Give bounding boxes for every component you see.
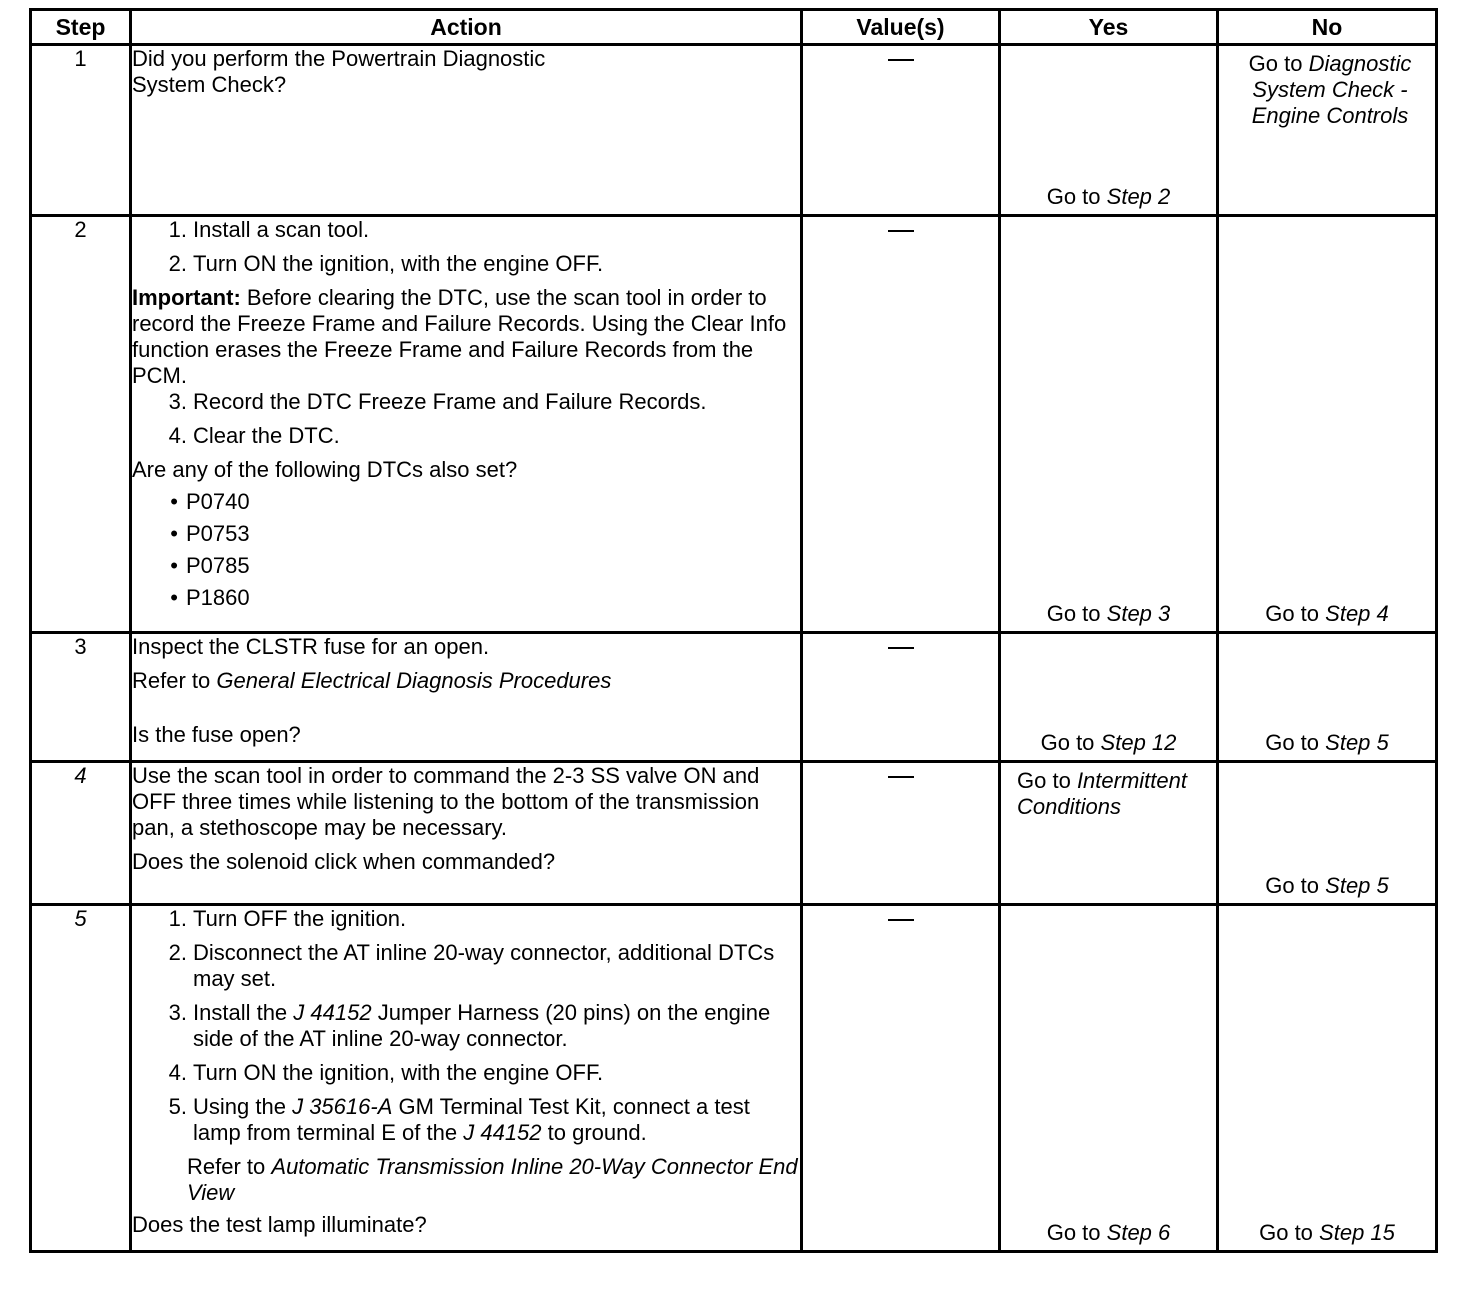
yes-cell (1000, 905, 1218, 1252)
dtc-item: • P0785 (170, 553, 250, 578)
list-item: 2. Turn ON the ignition, with the engine OFF. (168, 251, 604, 276)
no-cell (1218, 905, 1437, 1252)
action-question: Are any of the following DTCs also set? (132, 457, 518, 482)
step-number: 1 (31, 45, 131, 216)
dtc-item: • P0740 (170, 489, 250, 514)
list-item: 4. Turn ON the ignition, with the engine OFF. (168, 1060, 604, 1085)
value-dash (888, 776, 914, 778)
table-row (31, 633, 1437, 762)
value-cell (802, 633, 1000, 762)
no-goto[interactable]: Go to Step 4 (1265, 601, 1389, 626)
no-goto[interactable]: Go to Step 5 (1265, 730, 1389, 755)
value-dash (888, 59, 914, 61)
header-yes: Yes (1000, 10, 1218, 45)
header-values: Value(s) (802, 10, 1000, 45)
value-cell (802, 762, 1000, 905)
diagnostic-table (29, 8, 1438, 1253)
step-number: 3 (31, 633, 131, 762)
refer-link[interactable]: General Electrical Diagnosis Procedures (216, 668, 612, 693)
yes-cell (1000, 216, 1218, 633)
important-note: Important: Before clearing the DTC, use the scan tool in order to record the Freeze Frame and Failure Records. Using the Clear Info function erases the Freeze Frame and Failure Records from the PCM. (132, 285, 787, 388)
no-cell (1218, 762, 1437, 905)
action-question: Does the solenoid click when commanded? (132, 849, 556, 874)
table-row (31, 45, 1437, 216)
table-row (31, 905, 1437, 1252)
no-cell (1218, 216, 1437, 633)
value-cell (802, 216, 1000, 633)
action-cell (131, 45, 802, 216)
action-question: Does the test lamp illuminate? (132, 1212, 427, 1237)
dtc-item: • P1860 (170, 585, 250, 610)
yes-goto[interactable]: Go to Step 12 (1040, 730, 1177, 755)
yes-cell (1000, 762, 1218, 905)
action-text: Inspect the CLSTR fuse for an open. (132, 634, 490, 659)
dtc-item: • P0753 (170, 521, 250, 546)
value-dash (888, 647, 914, 649)
yes-cell (1000, 45, 1218, 216)
action-cell (131, 762, 802, 905)
yes-goto[interactable]: Go to Step 2 (1046, 184, 1171, 209)
list-item: 4. Clear the DTC. (168, 423, 340, 448)
list-item: 5. Using the J 35616-A GM Terminal Test Kit, connect a test lamp from terminal E of the J 44152 to ground. (168, 1094, 750, 1145)
no-goto[interactable]: Go to Diagnostic System Check - Engine Controls (1248, 51, 1412, 128)
step-number: 5 (31, 905, 131, 1252)
action-cell (131, 216, 802, 633)
action-cell (131, 905, 802, 1252)
header-row (31, 10, 1437, 45)
step-number: 2 (31, 216, 131, 633)
action-text: Did you perform the Powertrain Diagnostic System Check? (132, 46, 546, 97)
no-cell (1218, 633, 1437, 762)
value-dash (888, 919, 914, 921)
action-text: Use the scan tool in order to command the 2-3 SS valve ON and OFF three times while listening to the bottom of the transmission pan, a stethoscope may be necessary. (132, 763, 760, 840)
list-item: 3. Install the J 44152 Jumper Harness (20 pins) on the engine side of the AT inline 20-way connector. (168, 1000, 771, 1051)
yes-goto[interactable]: Go to Step 3 (1046, 601, 1171, 626)
yes-goto[interactable]: Go to Step 6 (1046, 1220, 1171, 1245)
refer-text: Refer to Automatic Transmission Inline 20-Way Connector End View (187, 1154, 798, 1205)
value-dash (888, 230, 914, 232)
list-item: 1. Install a scan tool. (168, 217, 370, 242)
yes-cell (1000, 633, 1218, 762)
header-step: Step (31, 10, 131, 45)
step-number: 4 (31, 762, 131, 905)
no-goto[interactable]: Go to Step 5 (1265, 873, 1389, 898)
yes-goto[interactable]: Go to Intermittent Conditions (1017, 768, 1187, 819)
table-row (31, 762, 1437, 905)
no-goto[interactable]: Go to Step 15 (1259, 1220, 1395, 1245)
header-action: Action (131, 10, 802, 45)
no-cell (1218, 45, 1437, 216)
list-item: 2. Disconnect the AT inline 20-way connector, additional DTCs may set. (168, 940, 775, 991)
header-no: No (1218, 10, 1437, 45)
value-cell (802, 905, 1000, 1252)
action-question: Is the fuse open? (132, 722, 301, 747)
refer-link[interactable]: Automatic Transmission Inline 20-Way Connector End View (187, 1154, 798, 1205)
value-cell (802, 45, 1000, 216)
table-row (31, 216, 1437, 633)
list-item: 1. Turn OFF the ignition. (168, 906, 407, 931)
refer-text: Refer to General Electrical Diagnosis Procedures (132, 668, 612, 693)
action-cell (131, 633, 802, 762)
list-item: 3. Record the DTC Freeze Frame and Failure Records. (168, 389, 707, 414)
